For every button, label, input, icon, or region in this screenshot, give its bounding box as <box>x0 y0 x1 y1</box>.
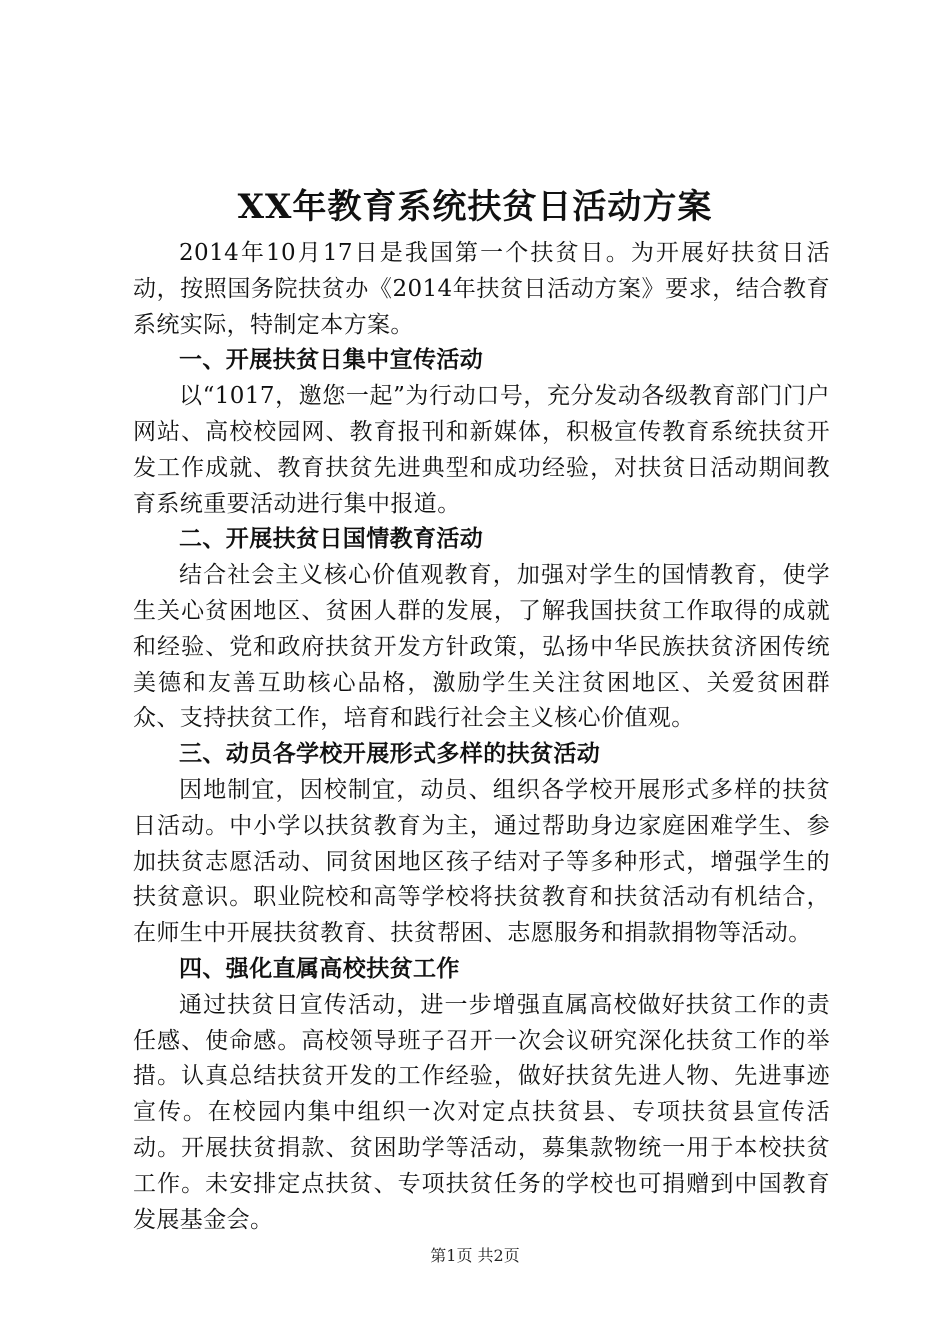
section-heading-3: 三、动员各学校开展形式多样的扶贫活动 <box>179 741 601 768</box>
page-number-footer: 第1页 共2页 <box>430 1246 520 1265</box>
document-body <box>133 236 830 1238</box>
document-title: XX年教育系统扶贫日活动方案 <box>237 187 713 227</box>
section-body-1: 以“1017，邀您一起”为行动口号，充分发动各级教育部门门户网站、高校校园网、教育报刊和新媒体，积极宣传教育系统扶贫开发工作成就、教育扶贫先进典型和成功经验，对扶贫日活动期间教育系统重要活动进行集中报道。 <box>133 383 830 517</box>
section-heading-2: 二、开展扶贫日国情教育活动 <box>179 526 484 553</box>
section-heading-1: 一、开展扶贫日集中宣传活动 <box>179 347 484 374</box>
section-heading-4: 四、强化直属高校扶贫工作 <box>179 955 460 982</box>
intro-paragraph: 2014年10月17日是我国第一个扶贫日。为开展好扶贫日活动，按照国务院扶贫办《2014年扶贫日活动方案》要求，结合教育系统实际，特制定本方案。 <box>133 240 830 338</box>
section-body-3: 因地制宜，因校制宜，动员、组织各学校开展形式多样的扶贫日活动。中小学以扶贫教育为主，通过帮助身边家庭困难学生、参加扶贫志愿活动、同贫困地区孩子结对子等多种形式，增强学生的扶贫意识。职业院校和高等学校将扶贫教育和扶贫活动有机结合，在师生中开展扶贫教育、扶贫帮困、志愿服务和捐款捐物等活动。 <box>133 776 830 947</box>
section-body-4: 通过扶贫日宣传活动，进一步增强直属高校做好扶贫工作的责任感、使命感。高校领导班子召开一次会议研究深化扶贫工作的举措。认真总结扶贫开发的工作经验，做好扶贫先进人物、先进事迹宣传。在校园内集中组织一次对定点扶贫县、专项扶贫县宣传活动。开展扶贫捐款、贫困助学等活动，募集款物统一用于本校扶贫工作。未安排定点扶贫、专项扶贫任务的学校也可捐赠到中国教育发展基金会。 <box>133 991 830 1233</box>
section-body-2: 结合社会主义核心价值观教育，加强对学生的国情教育，使学生关心贫困地区、贫困人群的发展，了解我国扶贫工作取得的成就和经验、党和政府扶贫开发方针政策，弘扬中华民族扶贫济困传统美德和友善互助核心品格，激励学生关注贫困地区、关爱贫困群众、支持扶贫工作，培育和践行社会主义核心价值观。 <box>133 562 830 732</box>
